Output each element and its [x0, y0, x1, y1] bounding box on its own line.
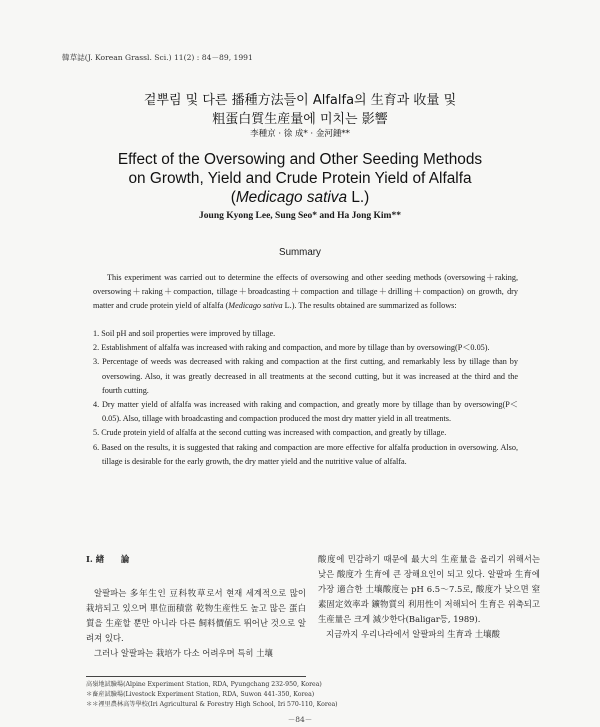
summary-point-6: 6. Based on the results, it is suggested that raking and compaction are more effective for alfalfa production in oversowing. Also, tillage is desirable for the early growth, the dry matter yield and the nutritive value of alfalfa. [93, 442, 518, 466]
body-right-column [318, 552, 540, 643]
title-english-line-2: on Growth, Yield and Crude Protein Yield of Alfalfa [128, 170, 472, 187]
title-korean-line-1: 겉뿌림 및 다른 播種方法들이 Alfalfa의 生育과 收量 및 [143, 93, 457, 108]
summary-point-2: 2. Establishment of alfalfa was increased with raking and compaction, and more by tillage than by oversowing(P＜0.05). [93, 343, 490, 353]
summary-heading: Summary [279, 247, 321, 258]
summary-point-3: 3. Percentage of weeds was decreased with raking and compaction at the first cutting, and remarkably less by tillage than by oversowing. Also, it was greatly decreased in all treatments at the second cutting, but it was increased at the third and the fourth cutting. [93, 357, 518, 395]
intro-paragraph-3: 酸度에 민감하기 때문에 最大의 生産量을 올리기 위해서는 낮은 酸度가 生育에 큰 장해요인이 되고 있다. 알팔파 生育에 가장 適合한 土壤酸度는 pH 6.5～7.5로, 酸度가 낮으면 窒素固定效率과 鑛物質의 利用性이 저해되어 生育은 위축되고 生産量은 크게 減少한다(Baligar등, 1989). [318, 554, 540, 625]
footnote-1: 高嶺地試驗場(Alpine Experiment Station, RDA, Pyungchang 232-950, Korea) [86, 681, 322, 688]
title-english-line-1: Effect of the Oversowing and Other Seeding Methods [117, 151, 483, 168]
species-name: Medicago sativa [235, 189, 348, 206]
journal-reference: 韓草誌(J. Korean Grassl. Sci.) 11(2) : 84－89, 1991 [62, 53, 253, 62]
summary-results-list [93, 327, 518, 469]
intro-paragraph-1: 알팔파는 多年生인 豆科牧草로서 현재 세계적으로 많이 栽培되고 있으며 單位面積當 乾物生産性도 높고 많은 蛋白質을 生産할 뿐만 아니라 다른 飼料價値도 뛰어난 것으로 알려져 있다. [86, 588, 306, 644]
title-english-species: (Medicago sativa L.) [230, 189, 370, 206]
summary-intro [93, 271, 518, 314]
section-heading-introduction: Ⅰ. 緖 論 [86, 554, 130, 564]
summary-intro-species: Medicago sativa [228, 301, 283, 311]
summary-intro-text-a: This experiment was carried out to determine the effects of oversowing and other seeding methods (oversowing＋raking, oversowing＋raking＋compaction, tillage＋broadcasting＋compaction and tillage＋drilling＋compaction) on growth, dry matter and crude protein yield of alfalfa ( [93, 273, 518, 311]
authors-english: Joung Kyong Lee, Sung Seo* and Ha Jong Kim** [199, 211, 401, 221]
intro-paragraph-4: 지금까지 우리나라에서 알팔파의 生育과 土壤酸 [326, 629, 500, 640]
title-korean-line-2: 粗蛋白質生産量에 미치는 影響 [212, 112, 388, 127]
summary-point-5: 5. Crude protein yield of alfalfa at the second cutting was increased with compaction, and greatly by tillage. [93, 428, 447, 438]
intro-paragraph-2: 그러나 알팔파는 栽培가 다소 어려우며 특히 土壤 [94, 648, 273, 659]
summary-point-1: 1. Soil pH and soil properties were improved by tillage. [93, 329, 276, 338]
footnote-3: ＊＊裡里農林高等學校(Iri Agricultural & Forestry High School, Iri 570-110, Korea) [86, 701, 338, 708]
page-number: －84－ [287, 715, 313, 724]
authors-korean: 李種京 · 徐 成* · 金河鍾** [250, 129, 350, 139]
summary-intro-text-b: L.). The results obtained are summarized as follows: [282, 301, 457, 311]
summary-point-4: 4. Dry matter yield of alfalfa was increased with raking and compaction, and greatly more by tillage than by oversowing(P＜0.05). Also, tillage with broadcasting and compaction produced the most dry matter yield in all treatments. [93, 400, 518, 424]
species-suffix: L. [347, 189, 365, 206]
body-left-column [86, 552, 306, 662]
footnote-2: ＊畜産試驗場(Livestock Experiment Station, RDA, Suwon 441-350, Korea) [86, 691, 315, 698]
footnote-divider [86, 676, 306, 677]
